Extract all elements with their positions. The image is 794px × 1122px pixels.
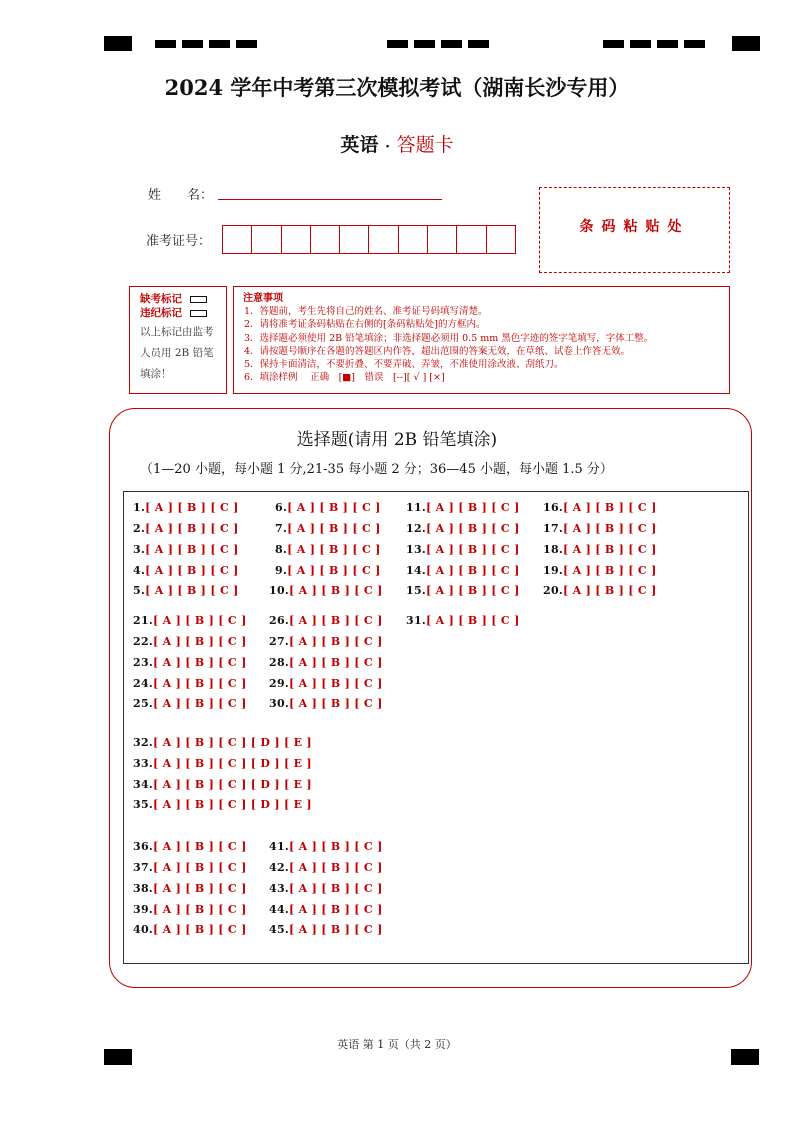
answer-options: [ A ] [ B ] [ C ] bbox=[289, 697, 383, 710]
question-number: 44. bbox=[269, 903, 290, 916]
question-number: 33. bbox=[133, 757, 154, 770]
exam-id-cell[interactable] bbox=[399, 226, 428, 253]
answer-options: [ A ] [ B ] [ C ] bbox=[426, 584, 520, 597]
answer-options: [ A ] [ B ] [ C ] bbox=[289, 614, 383, 627]
question-number: 35. bbox=[133, 798, 154, 811]
subtitle-separator: · bbox=[385, 139, 390, 155]
notice-item: 3．选择题必须使用 2B 铅笔填涂；非选择题必须用 0.5 mm 黑色字迹的签字笔填写，字体工整。 bbox=[244, 332, 654, 344]
timing-mark bbox=[441, 40, 462, 48]
answer-options: [ A ] [ B ] [ C ] bbox=[145, 522, 239, 535]
answer-options: [ A ] [ B ] [ C ] bbox=[153, 614, 247, 627]
exam-id-cell[interactable] bbox=[282, 226, 311, 253]
answer-options: [ A ] [ B ] [ C ] bbox=[287, 501, 381, 514]
timing-mark bbox=[209, 40, 230, 48]
question-number: 13. bbox=[406, 543, 427, 556]
timing-mark bbox=[468, 40, 489, 48]
question-30[interactable] bbox=[269, 697, 383, 710]
notice-item: 1．答题前，考生先将自己的姓名、准考证号码填写清楚。 bbox=[244, 306, 488, 318]
question-38[interactable] bbox=[133, 882, 247, 895]
answer-options: [ A ] [ B ] [ C ] bbox=[153, 656, 247, 669]
question-31[interactable] bbox=[406, 614, 520, 627]
answer-options: [ A ] [ B ] [ C ] bbox=[289, 584, 383, 597]
answer-options: [ A ] [ B ] [ C ] bbox=[153, 882, 247, 895]
question-number: 20. bbox=[543, 584, 564, 597]
question-13[interactable] bbox=[406, 543, 520, 556]
question-number: 27. bbox=[269, 635, 290, 648]
question-19[interactable] bbox=[543, 564, 657, 577]
question-number: 14. bbox=[406, 564, 427, 577]
subject-label: 英语 bbox=[340, 134, 379, 156]
question-number: 34. bbox=[133, 778, 154, 791]
question-44[interactable] bbox=[269, 903, 383, 916]
exam-id-cell[interactable] bbox=[252, 226, 281, 253]
mark-note-line: 填涂！ bbox=[140, 368, 172, 380]
question-4[interactable] bbox=[133, 564, 239, 577]
notice-item: 6．填涂样例 正确 [■] 错误 [--][ √ ] [×] bbox=[244, 372, 445, 384]
answer-options: [ A ] [ B ] [ C ] bbox=[153, 635, 247, 648]
answer-options: [ A ] [ B ] [ C ] bbox=[153, 840, 247, 853]
notice-item: 4．请按题号顺序在各题的答题区内作答，超出范围的答案无效，在草纸、试卷上作答无效。 bbox=[244, 345, 631, 357]
question-number: 31. bbox=[406, 614, 427, 627]
notice-item: 5．保持卡面清洁，不要折叠、不要弄破、弄皱，不准使用涂改液、刮纸刀。 bbox=[244, 359, 564, 371]
answer-options: [ A ] [ B ] [ C ] bbox=[289, 635, 383, 648]
question-number: 2. bbox=[133, 522, 146, 535]
name-field[interactable] bbox=[218, 199, 442, 200]
question-33[interactable] bbox=[133, 757, 312, 770]
violation-checkbox[interactable] bbox=[190, 310, 207, 317]
question-number: 3. bbox=[133, 543, 146, 556]
timing-mark bbox=[603, 40, 624, 48]
timing-mark bbox=[182, 40, 203, 48]
question-45[interactable] bbox=[269, 923, 383, 936]
question-18[interactable] bbox=[543, 543, 657, 556]
question-number: 4. bbox=[133, 564, 146, 577]
absent-checkbox[interactable] bbox=[190, 296, 207, 303]
question-26[interactable] bbox=[269, 614, 383, 627]
answer-options: [ A ] [ B ] [ C ] bbox=[145, 564, 239, 577]
answer-options: [ A ] [ B ] [ C ] bbox=[153, 697, 247, 710]
question-22[interactable] bbox=[133, 635, 247, 648]
exam-title: 2024 学年中考第三次模拟考试（湖南长沙专用） bbox=[164, 75, 630, 100]
exam-id-cell[interactable] bbox=[340, 226, 369, 253]
question-29[interactable] bbox=[269, 677, 383, 690]
question-number: 32. bbox=[133, 736, 154, 749]
answer-options: [ A ] [ B ] [ C ] bbox=[563, 584, 657, 597]
timing-mark bbox=[657, 40, 678, 48]
question-number: 43. bbox=[269, 882, 290, 895]
answer-options: [ A ] [ B ] [ C ] [ D ] [ E ] bbox=[153, 778, 312, 791]
absent-mark-label: 缺考标记 bbox=[140, 293, 182, 305]
question-number: 21. bbox=[133, 614, 154, 627]
notice-item: 2．请将准考证条码粘贴在右侧的[条码粘贴处]的方框内。 bbox=[244, 319, 486, 331]
question-25[interactable] bbox=[133, 697, 247, 710]
question-number: 36. bbox=[133, 840, 154, 853]
notice-heading: 注意事项 bbox=[243, 293, 283, 304]
section-instructions: （1—20 小题，每小题 1 分,21-35 每小题 2 分；36—45 小题，每小题 1.5 分） bbox=[140, 462, 613, 477]
violation-mark-label: 违纪标记 bbox=[140, 307, 182, 319]
question-36[interactable] bbox=[133, 840, 247, 853]
question-number: 19. bbox=[543, 564, 564, 577]
question-27[interactable] bbox=[269, 635, 383, 648]
answer-options: [ A ] [ B ] [ C ] bbox=[563, 543, 657, 556]
barcode-area: 条码粘贴处 bbox=[539, 187, 730, 273]
question-number: 1. bbox=[133, 501, 146, 514]
question-number: 24. bbox=[133, 677, 154, 690]
question-number: 25. bbox=[133, 697, 154, 710]
question-number: 23. bbox=[133, 656, 154, 669]
answer-options: [ A ] [ B ] [ C ] bbox=[563, 564, 657, 577]
timing-mark bbox=[414, 40, 435, 48]
answer-options: [ A ] [ B ] [ C ] bbox=[426, 564, 520, 577]
answer-card-label: 答题卡 bbox=[396, 134, 454, 156]
question-number: 30. bbox=[269, 697, 290, 710]
question-number: 7. bbox=[275, 522, 288, 535]
page-footer: 英语 第 1 页（共 2 页） bbox=[337, 1038, 457, 1051]
answer-options: [ A ] [ B ] [ C ] bbox=[563, 522, 657, 535]
question-14[interactable] bbox=[406, 564, 520, 577]
question-23[interactable] bbox=[133, 656, 247, 669]
question-number: 37. bbox=[133, 861, 154, 874]
answer-options: [ A ] [ B ] [ C ] bbox=[289, 677, 383, 690]
exam-id-cell[interactable] bbox=[428, 226, 457, 253]
name-label: 姓 名： bbox=[148, 188, 214, 203]
question-1[interactable] bbox=[133, 501, 239, 514]
question-number: 38. bbox=[133, 882, 154, 895]
answer-options: [ A ] [ B ] [ C ] bbox=[153, 903, 247, 916]
question-7[interactable] bbox=[275, 522, 381, 535]
question-number: 5. bbox=[133, 584, 146, 597]
answer-options: [ A ] [ B ] [ C ] bbox=[289, 861, 383, 874]
question-number: 40. bbox=[133, 923, 154, 936]
exam-id-cell[interactable] bbox=[223, 226, 252, 253]
question-number: 11. bbox=[406, 501, 427, 514]
answer-options: [ A ] [ B ] [ C ] bbox=[563, 501, 657, 514]
answer-options: [ A ] [ B ] [ C ] [ D ] [ E ] bbox=[153, 736, 312, 749]
question-17[interactable] bbox=[543, 522, 657, 535]
answer-options: [ A ] [ B ] [ C ] [ D ] [ E ] bbox=[153, 757, 312, 770]
answer-options: [ A ] [ B ] [ C ] bbox=[426, 543, 520, 556]
answer-options: [ A ] [ B ] [ C ] bbox=[289, 656, 383, 669]
answer-options: [ A ] [ B ] [ C ] bbox=[289, 923, 383, 936]
absent-mark-row bbox=[140, 292, 226, 306]
exam-id-cell[interactable] bbox=[457, 226, 486, 253]
question-number: 17. bbox=[543, 522, 564, 535]
question-number: 9. bbox=[275, 564, 288, 577]
answer-options: [ A ] [ B ] [ C ] bbox=[289, 903, 383, 916]
section-title: 选择题(请用 2B 铅笔填涂) bbox=[296, 430, 498, 450]
answer-options: [ A ] [ B ] [ C ] bbox=[145, 543, 239, 556]
mark-note-line: 以上标记由监考 bbox=[140, 326, 214, 338]
question-39[interactable] bbox=[133, 903, 247, 916]
question-40[interactable] bbox=[133, 923, 247, 936]
question-2[interactable] bbox=[133, 522, 239, 535]
question-number: 16. bbox=[543, 501, 564, 514]
answer-options: [ A ] [ B ] [ C ] [ D ] [ E ] bbox=[153, 798, 312, 811]
timing-mark bbox=[630, 40, 651, 48]
question-number: 15. bbox=[406, 584, 427, 597]
violation-mark-row bbox=[140, 306, 226, 320]
answer-options: [ A ] [ B ] [ C ] bbox=[289, 882, 383, 895]
question-20[interactable] bbox=[543, 584, 657, 597]
question-number: 42. bbox=[269, 861, 290, 874]
timing-mark bbox=[684, 40, 705, 48]
question-12[interactable] bbox=[406, 522, 520, 535]
question-42[interactable] bbox=[269, 861, 383, 874]
answer-options: [ A ] [ B ] [ C ] bbox=[426, 501, 520, 514]
question-number: 12. bbox=[406, 522, 427, 535]
answer-options: [ A ] [ B ] [ C ] bbox=[153, 861, 247, 874]
answer-options: [ A ] [ B ] [ C ] bbox=[426, 614, 520, 627]
question-37[interactable] bbox=[133, 861, 247, 874]
question-number: 26. bbox=[269, 614, 290, 627]
question-8[interactable] bbox=[275, 543, 381, 556]
question-34[interactable] bbox=[133, 778, 312, 791]
question-number: 8. bbox=[275, 543, 288, 556]
question-number: 41. bbox=[269, 840, 290, 853]
answer-options: [ A ] [ B ] [ C ] bbox=[287, 522, 381, 535]
absence-mark-box bbox=[129, 286, 227, 394]
mark-note-line: 人员用 2B 铅笔 bbox=[140, 347, 214, 359]
question-number: 18. bbox=[543, 543, 564, 556]
corner-mark-top-right bbox=[732, 36, 760, 51]
answer-options: [ A ] [ B ] [ C ] bbox=[145, 584, 239, 597]
question-21[interactable] bbox=[133, 614, 247, 627]
corner-mark-top-left bbox=[104, 36, 132, 51]
exam-id-grid[interactable] bbox=[222, 225, 516, 254]
timing-mark bbox=[155, 40, 176, 48]
question-15[interactable] bbox=[406, 584, 520, 597]
mark-note bbox=[140, 322, 226, 385]
question-number: 6. bbox=[275, 501, 288, 514]
timing-mark bbox=[387, 40, 408, 48]
question-24[interactable] bbox=[133, 677, 247, 690]
question-6[interactable] bbox=[275, 501, 381, 514]
question-number: 28. bbox=[269, 656, 290, 669]
exam-id-cell[interactable] bbox=[369, 226, 398, 253]
answer-options: [ A ] [ B ] [ C ] bbox=[153, 923, 247, 936]
notice-box bbox=[233, 286, 730, 394]
question-9[interactable] bbox=[275, 564, 381, 577]
question-43[interactable] bbox=[269, 882, 383, 895]
question-35[interactable] bbox=[133, 798, 312, 811]
question-41[interactable] bbox=[269, 840, 383, 853]
answer-options: [ A ] [ B ] [ C ] bbox=[287, 564, 381, 577]
question-11[interactable] bbox=[406, 501, 520, 514]
answer-options: [ A ] [ B ] [ C ] bbox=[289, 840, 383, 853]
question-number: 39. bbox=[133, 903, 154, 916]
exam-id-cell[interactable] bbox=[487, 226, 515, 253]
question-number: 29. bbox=[269, 677, 290, 690]
question-number: 10. bbox=[269, 584, 290, 597]
answer-options: [ A ] [ B ] [ C ] bbox=[145, 501, 239, 514]
question-10[interactable] bbox=[269, 584, 383, 597]
answer-options: [ A ] [ B ] [ C ] bbox=[426, 522, 520, 535]
answer-options: [ A ] [ B ] [ C ] bbox=[153, 677, 247, 690]
card-subtitle bbox=[0, 130, 794, 157]
question-number: 22. bbox=[133, 635, 154, 648]
answer-options: [ A ] [ B ] [ C ] bbox=[287, 543, 381, 556]
exam-id-cell[interactable] bbox=[311, 226, 340, 253]
timing-mark bbox=[236, 40, 257, 48]
exam-id-label: 准考证号： bbox=[146, 234, 212, 249]
question-number: 45. bbox=[269, 923, 290, 936]
question-16[interactable] bbox=[543, 501, 657, 514]
question-28[interactable] bbox=[269, 656, 383, 669]
question-3[interactable] bbox=[133, 543, 239, 556]
question-32[interactable] bbox=[133, 736, 312, 749]
question-5[interactable] bbox=[133, 584, 239, 597]
